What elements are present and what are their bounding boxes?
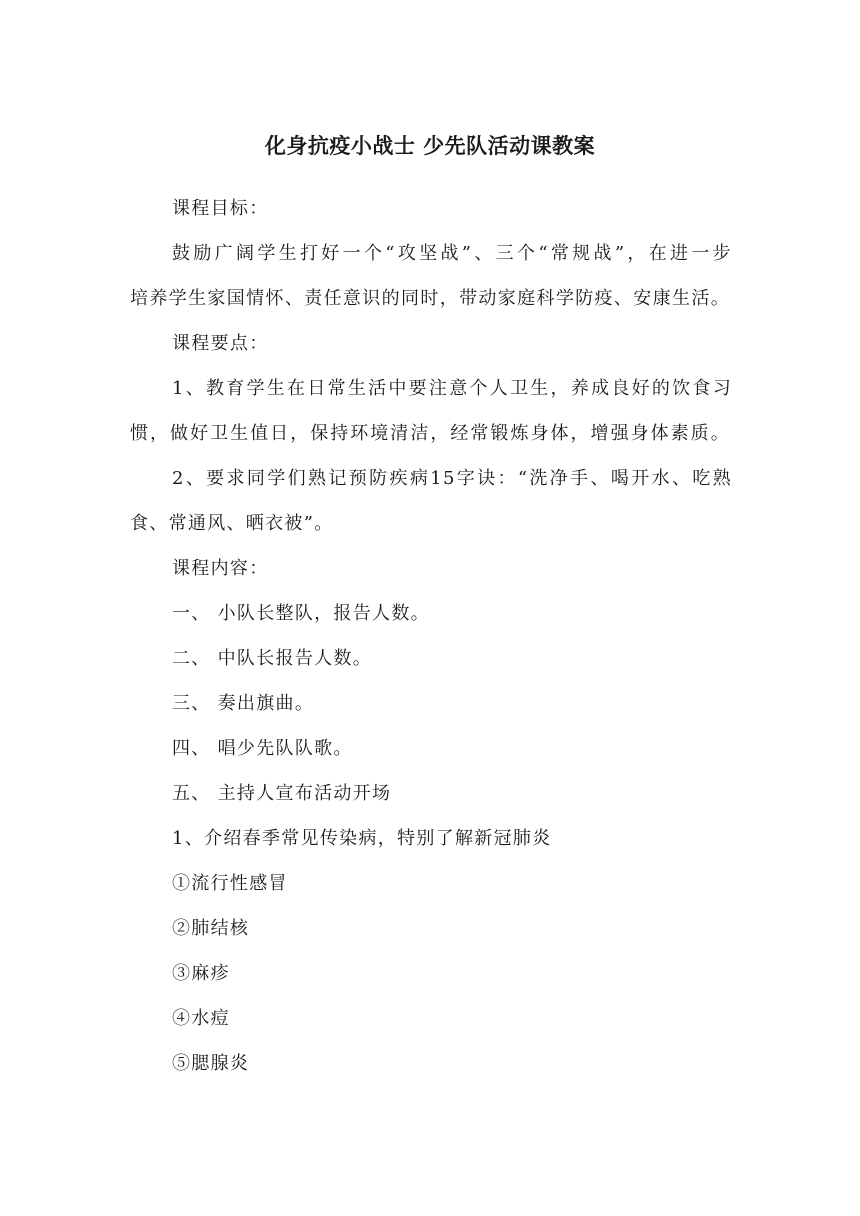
list-item: 一、 小队长整队，报告人数。 bbox=[172, 603, 430, 624]
document-title: 化身抗疫小战士 少先队活动课教案 bbox=[264, 134, 596, 158]
list-item: ④水痘 bbox=[172, 1008, 230, 1029]
section-heading-content: 课程内容： bbox=[172, 558, 269, 579]
list-item: 三、 奏出旗曲。 bbox=[172, 693, 315, 714]
paragraph-line: 惯，做好卫生值日，保持环境清洁，经常锻炼身体，增强身体素质。 bbox=[130, 423, 730, 444]
paragraph-line: 2、要求同学们熟记预防疾病15字诀：“洗净手、喝开水、吃熟 bbox=[172, 468, 732, 489]
list-item: 二、 中队长报告人数。 bbox=[172, 648, 373, 669]
list-item: 五、 主持人宣布活动开场 bbox=[172, 783, 392, 804]
list-item: ①流行性感冒 bbox=[172, 873, 288, 894]
section-heading-goals: 课程目标： bbox=[172, 198, 269, 219]
paragraph-line: 鼓励广阔学生打好一个“攻坚战”、三个“常规战”，在进一步 bbox=[172, 243, 732, 264]
list-item: 1、介绍春季常见传染病，特别了解新冠肺炎 bbox=[172, 828, 552, 849]
list-item: 四、 唱少先队队歌。 bbox=[172, 738, 353, 759]
list-item: ③麻疹 bbox=[172, 963, 230, 984]
list-item: ⑤腮腺炎 bbox=[172, 1053, 250, 1074]
list-item: ②肺结核 bbox=[172, 918, 250, 939]
paragraph-line: 培养学生家国情怀、责任意识的同时，带动家庭科学防疫、安康生活。 bbox=[130, 288, 730, 309]
section-heading-key-points: 课程要点： bbox=[172, 333, 269, 354]
paragraph-line: 1、教育学生在日常生活中要注意个人卫生，养成良好的饮食习 bbox=[172, 378, 732, 399]
paragraph-line: 食、常通风、晒衣被”。 bbox=[130, 513, 334, 534]
